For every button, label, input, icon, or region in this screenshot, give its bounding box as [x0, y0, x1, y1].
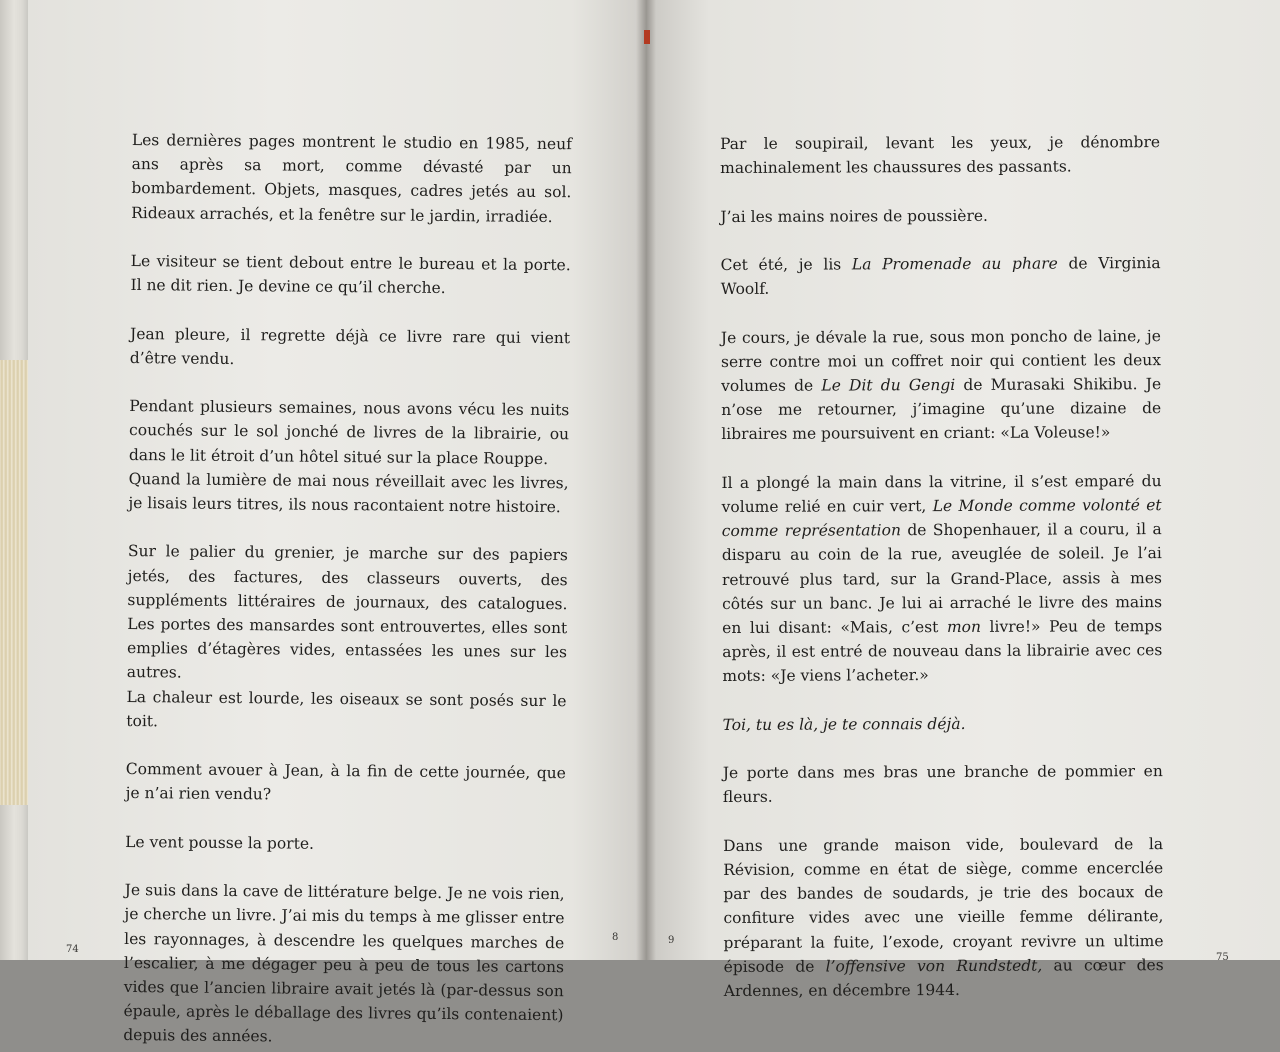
paragraph: Je suis dans la cave de littérature belge. Je ne vois rien, je cherche un livre. J’ai mis du temps à me glisser entre les rayonnages, à descendre les quelques marches de l’escalier, à me dégager peu à peu de tous les cartons vides que l’ancien libraire avait jetés là (par-dessus son épaule, après le déballage des livres qu’ils contenaient) depuis des années.	[123, 881, 565, 1046]
paragraph: Je cours, je dévale la rue, sous mon poncho de laine, je serre contre moi un coffret noir qui contient les deux volumes de Le Dit du Gengi de Murasaki Shikibu. Je n’ose me retourner, j’imagine qu’une dizaine de libraires me poursuivent en criant: «La Voleuse!»	[720, 326, 1162, 444]
paragraph: Comment avouer à Jean, à la fin de cette journée, que je n’ai rien vendu?	[125, 760, 566, 804]
paragraph: Cet été, je lis La Promenade au phare de Virginia Woolf.	[720, 254, 1161, 299]
paragraph: Par le soupirail, levant les yeux, je dénombre machinalement les chaussures des passants.	[720, 133, 1161, 178]
book-title: Le Dit du Gengi	[821, 375, 956, 395]
paragraph: Toi, tu es là, je te connais déjà.	[722, 714, 966, 734]
left-page	[28, 0, 646, 1046]
page-number: 9	[668, 935, 675, 946]
paragraph: Sur le palier du grenier, je marche sur des papiers jetés, des factures, des classeurs ouverts, des suppléments littéraires de journaux, des catalogues. Les portes des mansardes sont entrouvertes, elles sont emplies d’étagères vides, entassées les unes sur les autres. La chaleur est lourde, les oiseaux se sont posés sur le toit.	[126, 542, 569, 731]
paragraph: Le vent pousse la porte.	[125, 832, 315, 853]
paragraph: J’ai les mains noires de poussière.	[720, 206, 988, 226]
paragraph: Le visiteur se tient debout entre le bureau et la porte. Il ne dit rien. Je devine ce qu’il cherche.	[130, 251, 571, 298]
page-number: 8	[612, 932, 619, 943]
paragraph: Les dernières pages montrent le studio en 1985, neuf ans après sa mort, comme dévasté par un bombardement. Objets, masques, cadres jetés au sol. Rideaux arrachés, et la fenêtre sur le jardin, irradiée.	[131, 130, 572, 226]
right-page-text	[720, 130, 1164, 1003]
paragraph: Je porte dans mes bras une branche de pommier en fleurs.	[722, 762, 1163, 807]
page-number: 74	[66, 944, 79, 955]
book-gutter	[636, 0, 656, 960]
bookmark-ribbon	[644, 30, 650, 44]
left-page-text	[123, 128, 572, 1052]
page-edges	[0, 360, 30, 805]
book-title: Le Monde comme volonté et comme représentation	[721, 496, 1162, 541]
paragraph: Pendant plusieurs semaines, nous avons vécu les nuits couchés sur le sol jonché de livres de la librairie, ou dans le lit étroit d’un hôtel situé sur la place Rouppe. Quand la lumière de mai nous réveillait avec les livres, je lisais leurs titres, ils nous racontaient notre histoire.	[128, 397, 570, 517]
book-title: l’offensive von Rundstedt,	[825, 956, 1043, 976]
page-number: 75	[1216, 952, 1229, 963]
book-title: La Promenade au phare	[851, 254, 1058, 274]
paragraph: Dans une grande maison vide, boulevard de la Révision, comme en état de siège, comme encerclée par des bandes de soudards, je trie des bocaux de confiture vides avec une vieille femme délirante, préparant la fuite, l’exode, croyant revivre un ultime épisode de l’offensive von Rundstedt, au cœur des Ardennes, en décembre 1944.	[723, 834, 1164, 1000]
right-page	[646, 0, 1280, 1000]
paragraph: Jean pleure, il regrette déjà ce livre rare qui vient d’être vendu.	[129, 324, 571, 368]
emphasis: mon	[946, 617, 982, 637]
paragraph: Il a plongé la main dans la vitrine, il s’est emparé du volume relié en cuir vert, Le Monde comme volonté et comme représentation de Shopenhauer, il a couru, il a disparu au coin de la rue, aveuglée de soleil. Je l’ai retrouvé plus tard, sur la Grand-Place, assis à mes côtés sur un banc. Je lui ai arraché le livre des mains en lui disant: «Mais, c’est mon livre!» Peu de temps après, il est entré de nouveau dans la librairie avec ces mots: «Je viens l’acheter.»	[721, 471, 1163, 686]
